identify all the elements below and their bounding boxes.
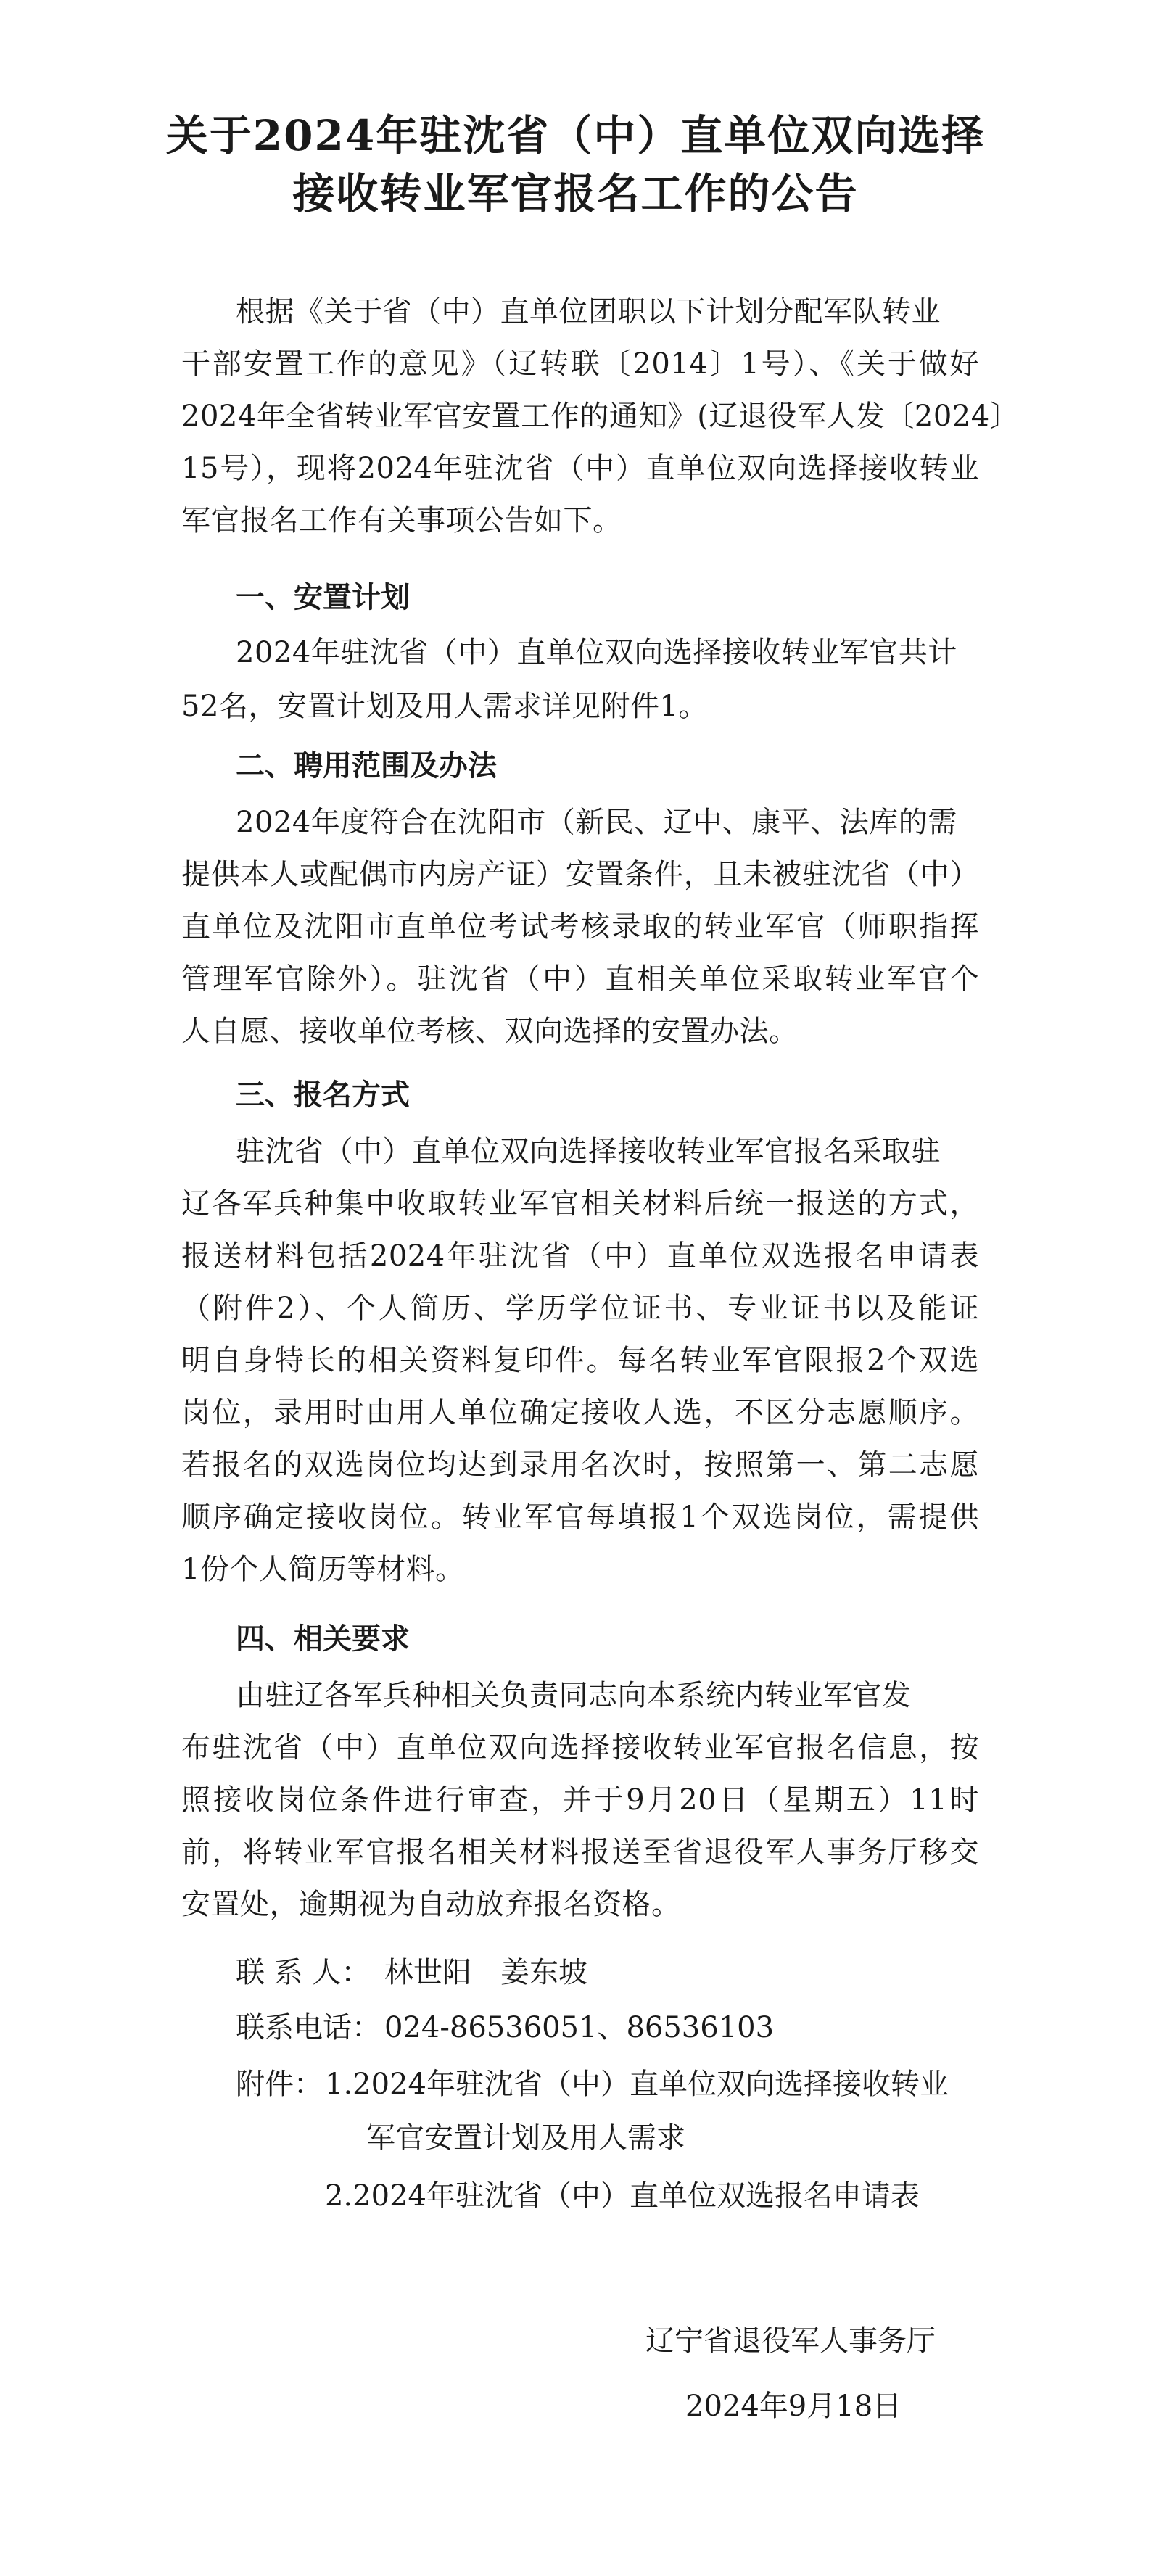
section-3-line-8: 顺序确定接收岗位。转业军官每填报1个双选岗位，需提供 [181, 1500, 979, 1534]
section-3-line-5: 明自身特长的相关资料复印件。每名转业军官限报2个双选 [181, 1344, 979, 1377]
intro-line-4: 15号），现将2024年驻沈省（中）直单位双向选择接收转业 [181, 452, 979, 485]
attachment-1-line-2: 军官安置计划及用人需求 [366, 2121, 685, 2155]
section-3-line-4: （附件2）、个人简历、学历学位证书、专业证书以及能证 [181, 1292, 979, 1325]
section-2-heading: 二、聘用范围及办法 [236, 749, 497, 783]
section-4-line-3: 照接收岗位条件进行审查，并于9月20日（星期五）11时 [181, 1783, 979, 1817]
section-3-line-6: 岗位，录用时由用人单位确定接收人选，不区分志愿顺序。 [181, 1396, 979, 1429]
attachment-1-line-1: 1.2024年驻沈省（中）直单位双向选择接收转业 [325, 2068, 949, 2101]
section-4-line-5: 安置处，逾期视为自动放弃报名资格。 [181, 1888, 681, 1921]
section-4-heading: 四、相关要求 [236, 1622, 410, 1656]
signature-organization: 辽宁省退役军人事务厅 [645, 2324, 936, 2358]
intro-line-5: 军官报名工作有关事项公告如下。 [181, 504, 622, 537]
section-2-line-1: 2024年度符合在沈阳市（新民、辽中、康平、法库的需 [236, 806, 957, 839]
section-3-line-1: 驻沈省（中）直单位双向选择接收转业军官报名采取驻 [236, 1135, 941, 1168]
section-3-line-2: 辽各军兵种集中收取转业军官相关材料后统一报送的方式， [181, 1187, 979, 1221]
section-4-line-1: 由驻辽各军兵种相关负责同志向本系统内转业军官发 [236, 1679, 912, 1712]
contact-person-names: 林世阳 姜东坡 [384, 1956, 587, 1989]
attachment-2: 2.2024年驻沈省（中）直单位双选报名申请表 [325, 2179, 920, 2213]
section-1-heading: 一、安置计划 [236, 581, 410, 614]
title-line-1: 关于2024年驻沈省（中）直单位双向选择 [165, 111, 986, 160]
attachments-label: 附件： [236, 2068, 323, 2101]
section-2-line-3: 直单位及沈阳市直单位考试考核录取的转业军官（师职指挥 [181, 910, 979, 944]
intro-line-1: 根据《关于省（中）直单位团职以下计划分配军队转业 [236, 295, 941, 329]
section-3-line-9: 1份个人简历等材料。 [181, 1553, 465, 1586]
section-4-line-2: 布驻沈省（中）直单位双向选择接收转业军官报名信息，按 [181, 1731, 979, 1764]
title-line-2: 接收转业军官报名工作的公告 [292, 169, 859, 218]
section-2-line-2: 提供本人或配偶市内房产证）安置条件，且未被驻沈省（中） [181, 858, 979, 891]
section-2-line-4: 管理军官除外）。驻沈省（中）直相关单位采取转业军官个 [181, 962, 979, 996]
section-1-line-1: 2024年驻沈省（中）直单位双向选择接收转业军官共计 [236, 636, 957, 669]
section-4-line-4: 前，将转业军官报名相关材料报送至省退役军人事务厅移交 [181, 1836, 979, 1869]
section-3-line-3: 报送材料包括2024年驻沈省（中）直单位双选报名申请表 [181, 1239, 979, 1273]
section-3-heading: 三、报名方式 [236, 1078, 410, 1112]
contact-phone-numbers: 024-86536051、86536103 [384, 2011, 775, 2044]
intro-line-3: 2024年全省转业军官安置工作的通知》(辽退役军人发〔2024〕 [181, 400, 1020, 433]
signature-date: 2024年9月18日 [685, 2390, 902, 2423]
contact-phone-label: 联系电话： [236, 2011, 381, 2044]
section-2-line-5: 人自愿、接收单位考核、双向选择的安置办法。 [181, 1015, 799, 1048]
section-3-line-7: 若报名的双选岗位均达到录用名次时，按照第一、第二志愿 [181, 1448, 979, 1482]
intro-line-2: 干部安置工作的意见》（辽转联〔2014〕1号）、《关于做好 [181, 347, 979, 381]
section-1-line-2: 52名，安置计划及用人需求详见附件1。 [181, 690, 708, 723]
contact-person-label: 联 系 人： [236, 1956, 371, 1989]
